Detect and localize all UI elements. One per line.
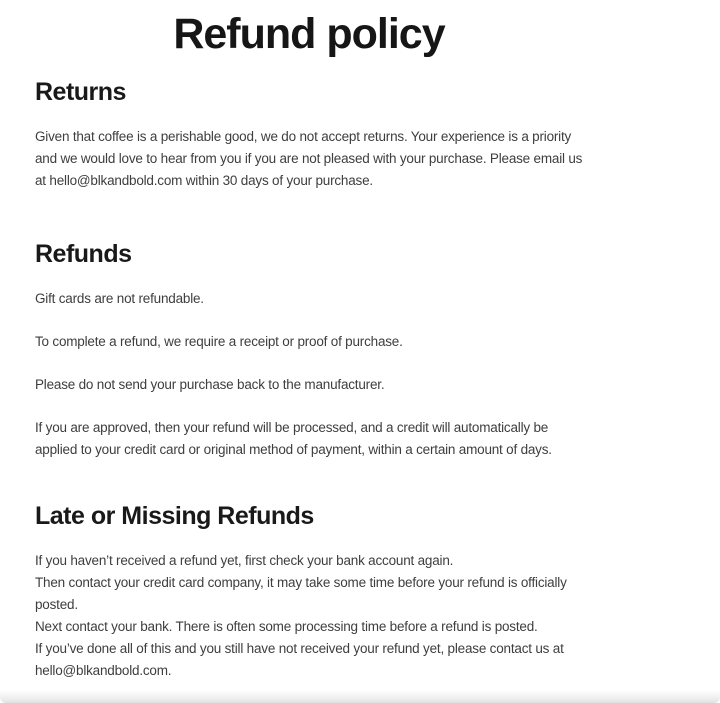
refunds-paragraph-approved: If you are approved, then your refund will be processed, and a credit will automatically be applied to your credit card or original method of payment, within a certain amount of days. <box>35 420 552 457</box>
section-returns <box>35 76 583 192</box>
bottom-edge-shadow <box>0 690 720 703</box>
late-refunds-line-bank-account: If you haven’t received a refund yet, first check your bank account again. <box>35 553 454 568</box>
late-refunds-line-credit-card-company: Then contact your credit card company, it may take some time before your refund is officially posted. <box>35 575 567 612</box>
refund-policy-page <box>35 0 583 682</box>
refunds-heading: Refunds <box>35 240 132 268</box>
returns-heading: Returns <box>35 78 126 106</box>
late-refunds-line-contact-bank: Next contact your bank. There is often some processing time before a refund is posted. <box>35 619 538 634</box>
section-late-or-missing-refunds <box>35 500 583 682</box>
section-refunds <box>35 238 583 461</box>
refunds-paragraph-gift-cards: Gift cards are not refundable. <box>35 291 204 306</box>
returns-paragraph: Given that coffee is a perishable good, we do not accept returns. Your experience is a priority and we would love to hear from you if you are not pleased with your purchase. Please email us at hello@blkandbold.com within 30 days of your purchase. <box>35 129 583 188</box>
refunds-paragraph-receipt: To complete a refund, we require a receipt or proof of purchase. <box>35 334 403 349</box>
late-refunds-paragraph <box>35 550 583 682</box>
page-title: Refund policy <box>173 10 445 58</box>
late-refunds-line-contact-us: If you’ve done all of this and you still have not received your refund yet, please contact us at hello@blkandbold.com. <box>35 641 564 678</box>
refunds-paragraph-manufacturer: Please do not send your purchase back to the manufacturer. <box>35 377 385 392</box>
late-refunds-heading: Late or Missing Refunds <box>35 502 314 530</box>
